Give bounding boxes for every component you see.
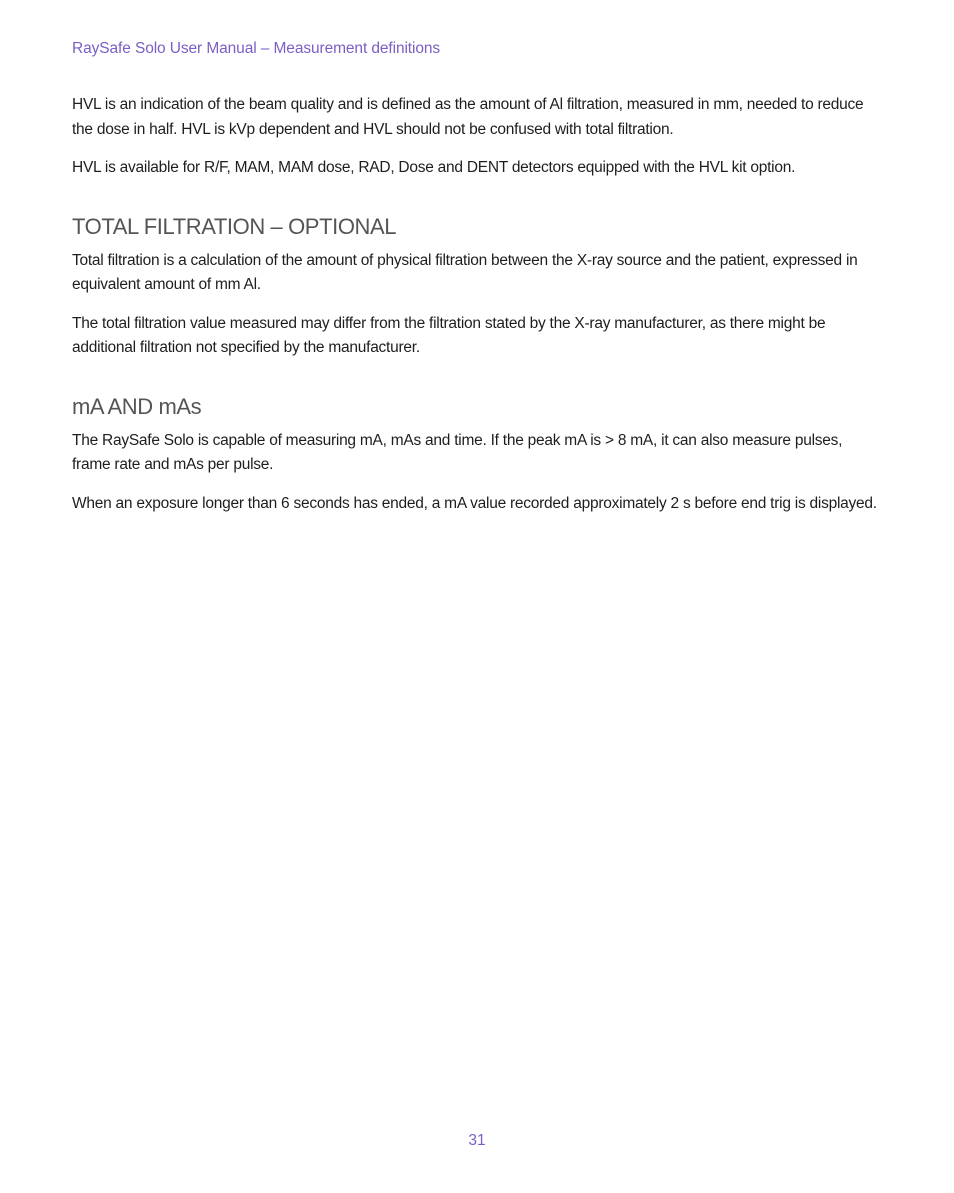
page-content [72, 93, 884, 530]
running-header: RaySafe Solo User Manual – Measurement definitions [72, 40, 441, 57]
total-filtration-paragraph-1: Total filtration is a calculation of the amount of physical filtration between the X-ray source and the patient, expressed in equivalent amount of mm Al. [72, 251, 858, 293]
ma-mas-heading: mA AND mAs [72, 393, 202, 419]
hvl-paragraph-1: HVL is an indication of the beam quality and is defined as the amount of Al filtration, measured in mm, needed to reduce the dose in half. HVL is kVp dependent and HVL should not be confused with total filtration. [72, 96, 864, 138]
total-filtration-heading: TOTAL FILTRATION – OPTIONAL [72, 213, 397, 239]
ma-mas-paragraph-1: The RaySafe Solo is capable of measuring mA, mAs and time. If the peak mA is > 8 mA, it can also measure pulses, frame rate and mAs per pulse. [72, 431, 843, 473]
total-filtration-paragraph-2: The total filtration value measured may differ from the filtration stated by the X-ray manufacturer, as there might be additional filtration not specified by the manufacturer. [72, 314, 826, 356]
page-number: 31 [468, 1132, 486, 1149]
hvl-paragraph-2: HVL is available for R/F, MAM, MAM dose, RAD, Dose and DENT detectors equipped with the HVL kit option. [72, 159, 796, 176]
ma-mas-paragraph-2: When an exposure longer than 6 seconds has ended, a mA value recorded approximately 2 s before end trig is displayed. [72, 494, 877, 512]
